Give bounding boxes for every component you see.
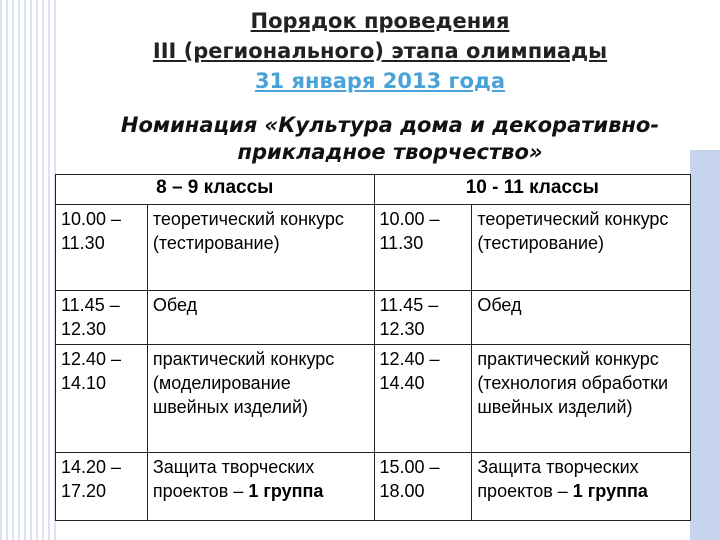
title-date: 31 января 2013 года <box>254 69 506 93</box>
time-cell: 10.00 – 11.30 <box>374 205 472 291</box>
event-cell <box>472 453 691 521</box>
event-cell: практический конкурс (моделирование швейных изделий) <box>147 345 374 453</box>
title-line-2: III (регионального) этапа олимпиады <box>152 39 608 63</box>
event-text: Защита творческих проектов – <box>152 457 315 501</box>
decorative-stripes <box>0 0 60 540</box>
time-cell: 11.45 – 12.30 <box>56 291 148 345</box>
time-cell: 12.40 – 14.40 <box>374 345 472 453</box>
table-row <box>56 205 691 291</box>
schedule-table <box>55 174 691 521</box>
time-cell: 14.20 – 17.20 <box>56 453 148 521</box>
event-cell <box>147 453 374 521</box>
time-cell: 12.40 – 14.10 <box>56 345 148 453</box>
group-label: 1 группа <box>248 481 324 501</box>
time-cell: 10.00 – 11.30 <box>56 205 148 291</box>
event-cell: Обед <box>472 291 691 345</box>
group-label: 1 группа <box>572 481 648 501</box>
page-title <box>60 6 700 96</box>
table-header-row <box>56 175 691 205</box>
table-row <box>56 453 691 521</box>
header-grades-10-11: 10 - 11 классы <box>374 175 691 205</box>
table-row <box>56 345 691 453</box>
event-cell: теоретический конкурс (тестирование) <box>147 205 374 291</box>
nomination-subtitle <box>80 112 700 166</box>
title-line-1: Порядок проведения <box>250 9 510 33</box>
header-grades-8-9: 8 – 9 классы <box>56 175 375 205</box>
event-text: Защита творческих проектов – <box>477 457 639 501</box>
table-row <box>56 291 691 345</box>
time-cell: 11.45 – 12.30 <box>374 291 472 345</box>
subtitle-line-2: прикладное творчество» <box>237 140 543 164</box>
event-cell: теоретический конкурс (тестирование) <box>472 205 691 291</box>
event-cell: Обед <box>147 291 374 345</box>
decorative-side-block <box>690 150 720 540</box>
subtitle-line-1: Номинация «Культура дома и декоративно- <box>120 113 660 137</box>
time-cell: 15.00 – 18.00 <box>374 453 472 521</box>
event-cell: практический конкурс (технология обработки швейных изделий) <box>472 345 691 453</box>
